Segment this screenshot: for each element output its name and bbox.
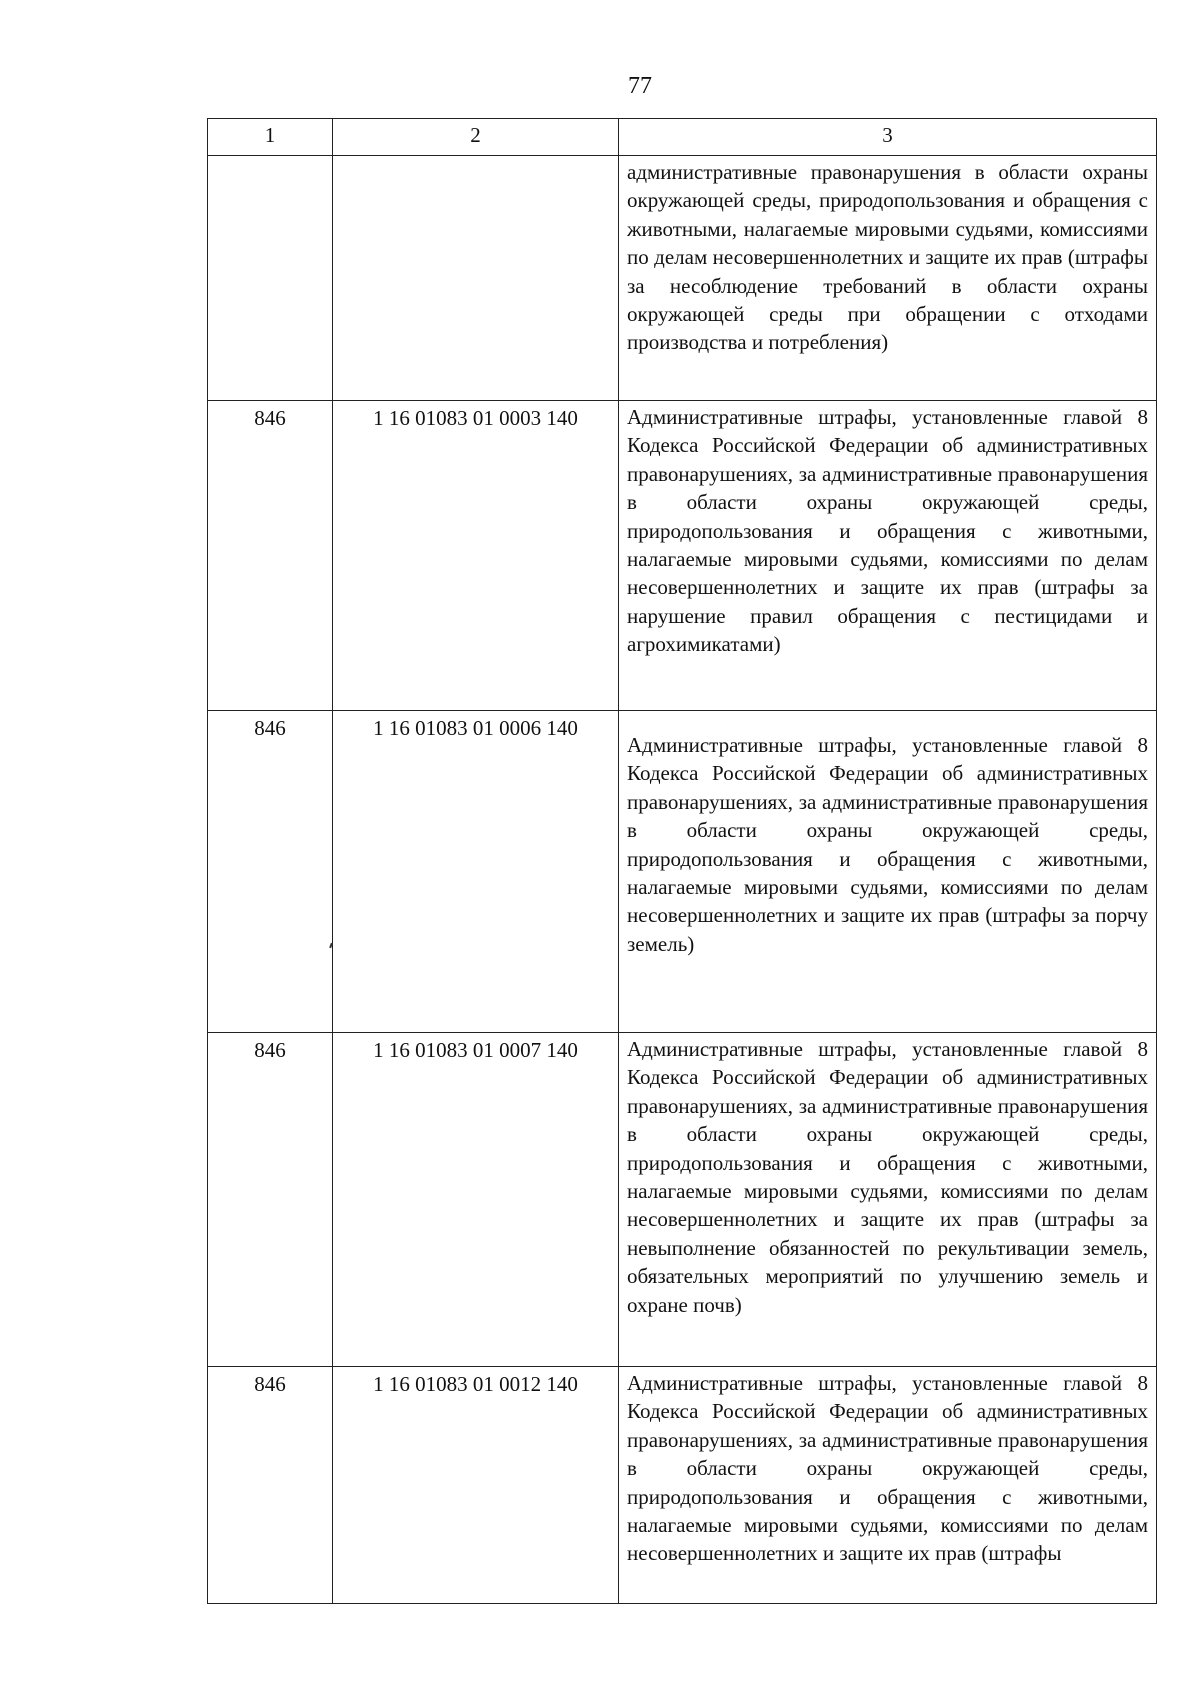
column-header-3: 3 xyxy=(619,119,1157,156)
description-text: Административные штрафы, установленные главой 8 Кодекса Российской Федерации об административных правонарушениях, за административные правонарушения в области охраны окружающей среды, природопользования и обращения с животными, налагаемые мировыми судьями, комиссиями по делам несовершеннолетних и защите их прав (штрафы за нарушение правил обращения с пестицидами и агрохимикатами) xyxy=(627,405,1148,657)
description-cell xyxy=(619,401,1157,711)
table-row xyxy=(208,1367,1157,1604)
revenue-code-cell xyxy=(333,156,619,401)
description-text: административные правонарушения в области охраны окружающей среды, природопользования и обращения с животными, налагаемые мировыми судьями, комиссиями по делам несовершеннолетних и защите их прав (штрафы за несоблюдение требований в области охраны окружающей среды при обращении с отходами производства и потребления) xyxy=(627,160,1148,355)
revenue-code-cell: 1 16 01083 01 0003 140 xyxy=(333,401,619,711)
table-row xyxy=(208,1033,1157,1367)
revenue-code-cell: 1 16 01083 01 0012 140 xyxy=(333,1367,619,1604)
revenue-code-cell: 1 16 01083 01 0007 140 xyxy=(333,1033,619,1367)
table-row xyxy=(208,156,1157,401)
revenue-codes-table xyxy=(207,118,1157,1604)
revenue-code-cell: 1 16 01083 01 0006 140 xyxy=(333,711,619,1033)
admin-code-cell: 846 xyxy=(208,1033,333,1367)
description-text: Административные штрафы, установленные главой 8 Кодекса Российской Федерации об административных правонарушениях, за административные правонарушения в области охраны окружающей среды, природопользования и обращения с животными, налагаемые мировыми судьями, комиссиями по делам несовершеннолетних и защите их прав (штрафы за порчу земель) xyxy=(627,733,1148,956)
column-header-1: 1 xyxy=(208,119,333,156)
table-row xyxy=(208,711,1157,1033)
admin-code-cell xyxy=(208,156,333,401)
description-cell xyxy=(619,156,1157,401)
admin-code-cell: 846 xyxy=(208,401,333,711)
description-cell xyxy=(619,711,1157,1033)
description-cell xyxy=(619,1367,1157,1604)
table-row xyxy=(208,401,1157,711)
description-text: Административные штрафы, установленные главой 8 Кодекса Российской Федерации об административных правонарушениях, за административные правонарушения в области охраны окружающей среды, природопользования и обращения с животными, налагаемые мировыми судьями, комиссиями по делам несовершеннолетних и защите их прав (штрафы xyxy=(627,1371,1148,1566)
table-header-row xyxy=(208,119,1157,156)
description-cell xyxy=(619,1033,1157,1367)
admin-code-cell: 846 xyxy=(208,1367,333,1604)
page-number: 77 xyxy=(628,73,652,99)
description-text: Административные штрафы, установленные главой 8 Кодекса Российской Федерации об административных правонарушениях, за административные правонарушения в области охраны окружающей среды, природопользования и обращения с животными, налагаемые мировыми судьями, комиссиями по делам несовершеннолетних и защите их прав (штрафы за невыполнение обязанностей по рекультивации земель, обязательных мероприятий по улучшению земель и охране почв) xyxy=(627,1037,1148,1317)
column-header-2: 2 xyxy=(333,119,619,156)
admin-code-cell: 846 xyxy=(208,711,333,1033)
